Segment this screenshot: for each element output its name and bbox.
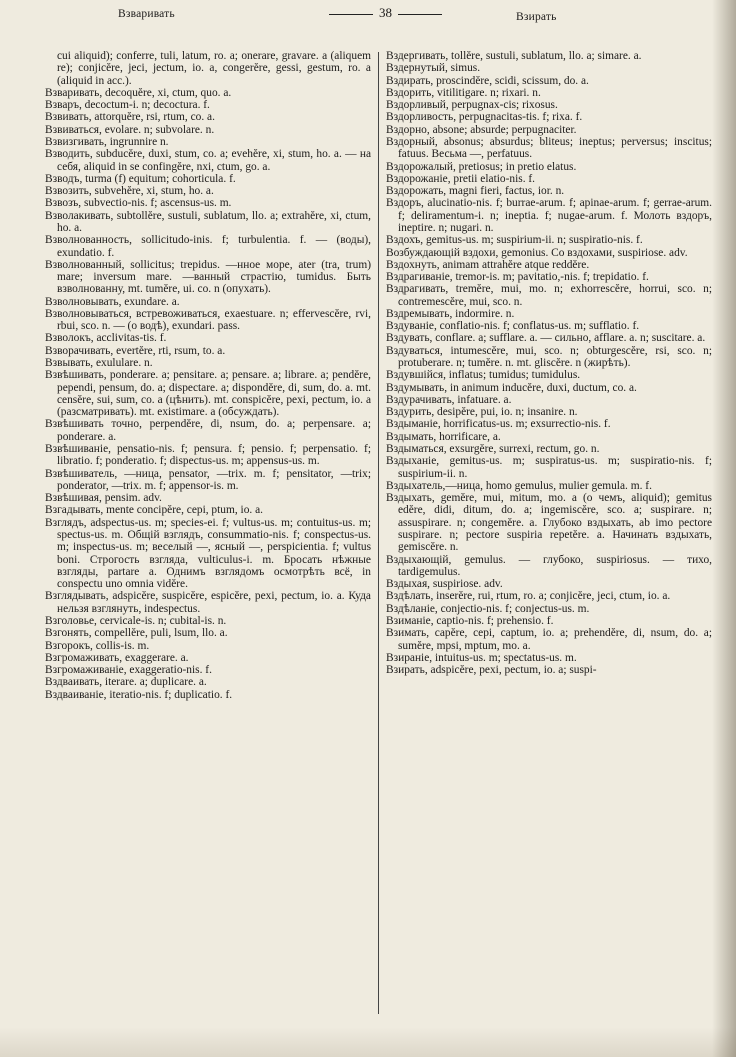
dictionary-entry: Взимать, capĕre, cepi, captum, io. a; prehendĕre, di, nsum, do. a; sumĕre, mpsi, mptum, mo. a. bbox=[386, 627, 712, 652]
dictionary-entry: Взвѣшиваніе, pensatio-nis. f; pensura. f; pensio. f; perpensatio. f; libratio. f; ponderatio. f; dispectus-us. m; appensus-us. m. bbox=[45, 443, 371, 468]
dictionary-entry: Взводить, subducĕre, duxi, stum, co. a; evehĕre, xi, stum, ho. a. — на себя, aliquid in se confingĕre, nxi, ctum, go. a. bbox=[45, 148, 371, 173]
dictionary-entry: Вздурить, desipĕre, pui, io. n; insanire. n. bbox=[386, 406, 578, 419]
dictionary-entry: Вздѣлать, inserĕre, rui, rtum, ro. a; conjicĕre, jeci, ctum, io. a. bbox=[386, 590, 671, 603]
dictionary-entry: Взволновывать, exundare. a. bbox=[45, 295, 180, 308]
page-number-text: 38 bbox=[379, 5, 392, 20]
page-bottom-shadow bbox=[0, 1027, 736, 1057]
dictionary-entry: Вздрагиваніе, tremor-is. m; pavitatio,-nis. f; trepidatio. f. bbox=[386, 271, 649, 284]
dictionary-entry: Вздувшійся, inflatus; tumidus; tumidulus. bbox=[386, 369, 581, 382]
page-number bbox=[323, 5, 448, 21]
dictionary-entry: Вздуваться, intumescĕre, mui, sco. n; obturgescĕre, rsi, sco. n; protuberare. n; tumĕre. n. mt. gliscĕre. n (жирѣть). bbox=[386, 344, 712, 370]
dictionary-entry: Вздумывать, in animum inducĕre, duxi, ductum, co. a. bbox=[386, 381, 637, 394]
dictionary-entry: Взвиваться, evolare. n; subvolare. n. bbox=[45, 123, 215, 136]
dictionary-entry: Взвѣшивать точно, perpendĕre, di, nsum, do. a; perpensare. a; ponderare. a. bbox=[45, 418, 371, 443]
dictionary-entry: Взгорокъ, collis-is. m. bbox=[45, 639, 150, 652]
dictionary-entry: Вздѣланіе, conjectio-nis. f; conjectus-us. m. bbox=[386, 602, 590, 615]
dictionary-entry: Взголовье, cervicale-is. n; cubital-is. n. bbox=[45, 614, 227, 627]
dictionary-entry: Вздирать, proscindĕre, scidi, scissum, do. a. bbox=[386, 74, 589, 87]
dictionary-entry: Вздыхая, suspiriose. adv. bbox=[386, 578, 503, 591]
dictionary-entry: Взвозить, subvehĕre, xi, stum, ho. a. bbox=[45, 185, 214, 198]
dictionary-entry: Вздорожаніе, pretii elatio-nis. f. bbox=[386, 172, 536, 185]
dictionary-entry: Вздорить, vitilitigare. n; rixari. n. bbox=[386, 86, 541, 99]
dictionary-entry: Взвывать, exululare. n. bbox=[45, 357, 153, 370]
dictionary-entry: Вздыхать, gemĕre, mui, mitum, mo. a (о чемъ, aliquid); gemitus edĕre, didi, ditum, do. a; ingemiscĕre, sco. a; suspirare. n; assuspirare. n; congemĕre. a. Глубоко вздыхать, ab imo pectore suspirare. n; pectore suspiria repetĕre. a. Начинать вздыхать, gemiscĕre. n. bbox=[386, 492, 712, 554]
dictionary-entry: Вздохнуть, animam attrahĕre atque reddĕre. bbox=[386, 258, 590, 271]
dictionary-entry: Вздурачивать, infatuare. a. bbox=[386, 393, 512, 406]
dictionary-entry: Вздорливый, perpugnax-cis; rixosus. bbox=[386, 99, 558, 112]
dictionary-entry: Вздваивать, iterare. a; duplicare. a. bbox=[45, 676, 207, 689]
dictionary-entry: Вздоръ, alucinatio-nis. f; burrae-arum. f; apinae-arum. f; gerrae-arum. f; deliramentum-i. n; ineptia. f; nugae-arum. f. Молоть вздоръ, ineptire. n; nugari. n. bbox=[386, 197, 712, 234]
dictionary-entry: Вздремывать, indormire. n. bbox=[386, 307, 515, 320]
dictionary-entry: Взвѣшивая, pensim. adv. bbox=[45, 492, 162, 505]
dictionary-entry: Взволнованность, sollicitudo-inis. f; turbulentia. f. — (воды), exundatio. f. bbox=[45, 234, 371, 259]
dictionary-entry: Взиманіе, captio-nis. f; prehensio. f. bbox=[386, 614, 554, 627]
dictionary-entry: Вздорливость, perpugnacitas-tis. f; rixa. f. bbox=[386, 111, 583, 124]
dictionary-entry: Взвозъ, subvectio-nis. f; ascensus-us. m. bbox=[45, 197, 232, 210]
dictionary-entry: Вздыманіе, horrificatus-us. m; exsurrectio-nis. f. bbox=[386, 418, 611, 431]
left-column bbox=[45, 50, 371, 701]
dictionary-entry: Взирать, adspicĕre, pexi, pectum, io. a; suspi- bbox=[386, 664, 597, 677]
dictionary-entry: Вздохъ, gemitus-us. m; suspirium-ii. n; suspiratio-nis. f. bbox=[386, 234, 643, 247]
dictionary-entry: Вздувать, conflare. a; sufflare. a. — сильно, afflare. a. n; suscitare. a. bbox=[386, 332, 706, 345]
dictionary-entry: Вздыханіе, gemitus-us. m; suspiratus-us. m; suspiratio-nis. f; suspirium-ii. n. bbox=[386, 455, 712, 480]
dictionary-entry: Вздыматься, exsurgĕre, surrexi, rectum, go. n. bbox=[386, 443, 600, 455]
dictionary-entry: Вздуваніе, conflatio-nis. f; conflatus-us. m; sufflatio. f. bbox=[386, 320, 640, 333]
dictionary-entry: Взглядывать, adspicĕre, suspicĕre, espicĕre, pexi, pectum, io. a. Куда нельзя взглянуть, indespectus. bbox=[45, 590, 371, 615]
dictionary-entry: Вздыхатель,—ница, homo gemulus, mulier gemula. m. f. bbox=[386, 479, 652, 492]
running-head-left: Взваривать bbox=[118, 8, 175, 20]
dictionary-entry: Взворачивать, evertĕre, rti, rsum, to. a. bbox=[45, 344, 226, 357]
column-divider bbox=[378, 52, 379, 1014]
dictionary-entry: Вздымать, horrificare, a. bbox=[386, 430, 501, 443]
dictionary-entry: Взглядъ, adspectus-us. m; species-ei. f; vultus-us. m; contuitus-us. m; spectus-us. m. Общій взглядъ, consummatio-nis. f; conspectus-us. m; inspectus-us. m; веселый —, ясный —, perspicientia. f; vultus boni. Строгость взгляда, vulticulus-i. m. Бросать нѣжные взгляды, partare a. Однимъ взглядомъ осмотрѣть всё, in conspectu uno omnia vidĕre. bbox=[45, 516, 371, 591]
dictionary-entry: Взволакивать, subtollĕre, sustuli, sublatum, llo. a; extrahĕre, xi, ctum, ho. a. bbox=[45, 209, 371, 234]
running-head-right: Взирать bbox=[516, 11, 557, 23]
dictionary-entry: Взвѣшиватель, —ница, pensator, —trix. m. f; pensitator, —trix; ponderator, —trix. m. f; appensor-is. m. bbox=[45, 467, 371, 492]
dictionary-entry: Вздорно, absone; absurde; perpugnaciter. bbox=[386, 123, 577, 136]
dictionary-entry: Вздваиваніе, iteratio-nis. f; duplicatio. f. bbox=[45, 688, 233, 701]
page-edge-shadow bbox=[712, 0, 736, 1057]
dictionary-entry: Вздыхающій, gemulus. — глубоко, suspiriosus. — тихо, tardigemulus. bbox=[386, 553, 712, 578]
continued-entry: cui aliquid); conferre, tuli, latum, ro. a; onerare, gravare. a (aliquem re); conjicĕre, jeci, jectum, io. a, congerĕre, gessi, gestum, ro. a (aliquid in acc.). bbox=[57, 50, 371, 87]
dictionary-entry: Взволокъ, acclivitas-tis. f. bbox=[45, 332, 167, 345]
dictionary-entry: Взвѣшивать, ponderare. a; pensitare. a; pensare. a; librare. a; pendĕre, pependi, pensum, do. a; dispectare. a; dispondĕre, di, sum, do. a. mt. censĕre, sui, sum, co. a (цѣнить). mt. conspicĕre, pexi, pectum, io. a (разсматривать). mt. existimare. a (обсуждать). bbox=[45, 369, 371, 419]
dictionary-entry: Взгромаживать, exaggerare. a. bbox=[45, 651, 189, 664]
dictionary-entry: Взволновываться, встревоживаться, exaestuare. n; effervescĕre, rvi, rbui, sco. n. — (о водѣ), exundari. pass. bbox=[45, 307, 371, 333]
dictionary-entry: Взволнованный, sollicitus; trepidus. —нное море, ater (tra, trum) mare; inversum mare. —ванный страстію, tumidus. Быть взволнованну, mt. tumĕre, ui. co. n (опухать). bbox=[45, 258, 371, 296]
dictionary-entry: Вздорожать, magni fieri, factus, ior. n. bbox=[386, 185, 565, 198]
dictionary-entry: Взгонять, compellĕre, puli, lsum, llo. a. bbox=[45, 627, 228, 640]
rule-dash bbox=[329, 14, 373, 15]
dictionary-entry: Возбуждающій вздохи, gemonius. Со вздохами, suspiriose. adv. bbox=[386, 246, 688, 259]
dictionary-entry: Взираніе, intuitus-us. m; spectatus-us. m. bbox=[386, 651, 577, 664]
dictionary-entry: Вздрагивать, tremĕre, mui, mo. n; exhorrescĕre, horrui, sco. n; contremescĕre, mui, sco. n. bbox=[386, 283, 712, 308]
dictionary-entry: Взводъ, turma (f) equitum; cohorticula. f. bbox=[45, 172, 236, 185]
dictionary-entry: Вздорожалый, pretiosus; in pretio elatus. bbox=[386, 160, 577, 173]
dictionary-entry: Взваривать, decoquĕre, xi, ctum, quo. a. bbox=[45, 86, 232, 99]
dictionary-entry: Взгромаживаніе, exaggeratio-nis. f. bbox=[45, 664, 212, 677]
dictionary-entry: Вздергивать, tollĕre, sustuli, sublatum, llo. a; simare. a. bbox=[386, 50, 642, 62]
dictionary-entry: Взваръ, decoctum-i. n; decoctura. f. bbox=[45, 99, 210, 112]
dictionary-entry: Взвивать, attorquĕre, rsi, rtum, co. a. bbox=[45, 111, 215, 124]
dictionary-entry: Вздорный, absonus; absurdus; bliteus; ineptus; perversus; inscitus; fatuus. Весьма —, perfatuus. bbox=[386, 135, 712, 161]
dictionary-entry: Взвизгивать, ingrunnire n. bbox=[45, 135, 169, 148]
dictionary-entry: Взгадывать, mente concipĕre, cepi, ptum, io. a. bbox=[45, 504, 264, 517]
rule-dash bbox=[398, 14, 442, 15]
right-column bbox=[386, 50, 712, 676]
dictionary-entry: Вздернутый, simus. bbox=[386, 62, 481, 75]
